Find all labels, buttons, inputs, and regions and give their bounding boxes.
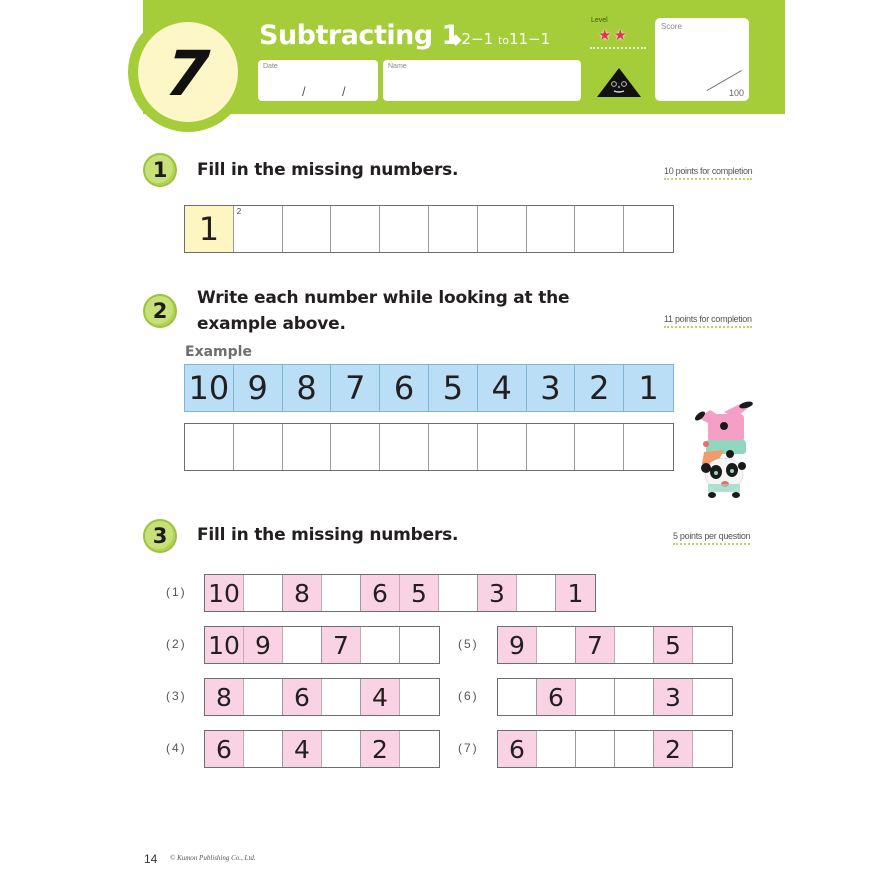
triangle-face-icon [595, 66, 643, 98]
worksheet-subtitle [450, 32, 550, 47]
practice-grid [184, 423, 674, 471]
answer-cell[interactable] [283, 627, 322, 663]
question-number-badge: 3 [143, 519, 177, 553]
answer-cell[interactable] [234, 424, 283, 470]
copyright-notice: © Kumon Publishing Co., Ltd. [170, 854, 256, 862]
given-cell: 1 [556, 575, 595, 611]
answer-cell[interactable] [615, 731, 654, 767]
example-cell: 7 [331, 365, 380, 411]
answer-cell[interactable] [693, 679, 732, 715]
answer-cell[interactable] [361, 627, 400, 663]
name-field[interactable] [383, 60, 581, 101]
given-cell: 6 [537, 679, 576, 715]
sequence-grid [497, 730, 733, 768]
given-cell: 5 [400, 575, 439, 611]
given-cell: 4 [361, 679, 400, 715]
given-cell: 8 [205, 679, 244, 715]
answer-cell[interactable] [624, 206, 673, 252]
given-cell: 8 [283, 575, 322, 611]
given-cell: 6 [283, 679, 322, 715]
given-cell: 3 [654, 679, 693, 715]
given-cell: 10 [205, 575, 244, 611]
answer-cell[interactable] [429, 206, 478, 252]
number-grid [184, 205, 674, 253]
answer-cell[interactable] [400, 627, 439, 663]
answer-cell[interactable] [624, 424, 673, 470]
question-label: (3) [166, 689, 187, 703]
answer-cell[interactable] [615, 627, 654, 663]
answer-cell[interactable] [322, 575, 361, 611]
example-cell: 5 [429, 365, 478, 411]
worksheet-title: Subtracting 1 [259, 20, 460, 51]
question-number-badge: 1 [143, 153, 177, 187]
question-label: (2) [166, 637, 187, 651]
question-instruction: Fill in the missing numbers. [197, 160, 459, 180]
given-cell: 4 [283, 731, 322, 767]
answer-cell[interactable] [527, 206, 576, 252]
answer-cell[interactable] [400, 731, 439, 767]
question-label: (4) [166, 741, 187, 755]
question-label: (1) [166, 585, 187, 599]
given-cell: 5 [654, 627, 693, 663]
answer-cell[interactable] [244, 679, 283, 715]
answer-cell[interactable] [615, 679, 654, 715]
answer-cell[interactable] [693, 627, 732, 663]
handstand-panda-illustration [690, 396, 756, 500]
answer-cell[interactable] [322, 731, 361, 767]
question-number-badge: 2 [143, 294, 177, 328]
example-cell: 1 [624, 365, 673, 411]
answer-cell[interactable] [537, 731, 576, 767]
date-label: Date [263, 63, 278, 70]
example-label: Example [185, 344, 252, 360]
answer-cell[interactable] [575, 424, 624, 470]
score-box[interactable] [655, 18, 749, 101]
given-cell: 2 [361, 731, 400, 767]
sequence-grid [204, 678, 440, 716]
given-cell: 3 [478, 575, 517, 611]
score-max: 100 [728, 88, 744, 98]
instruction-line: example above. [197, 314, 346, 334]
subtitle-to: to [497, 34, 510, 47]
answer-cell[interactable] [244, 575, 283, 611]
question-instruction: Fill in the missing numbers. [197, 525, 459, 545]
date-field[interactable] [258, 60, 378, 101]
given-cell: 9 [498, 627, 537, 663]
given-cell: 6 [205, 731, 244, 767]
hint-number: 2 [236, 207, 242, 216]
points-note: 11 points for completion [664, 314, 752, 328]
answer-cell[interactable] [244, 731, 283, 767]
date-separator: / [342, 84, 346, 99]
page-number: 14 [144, 852, 158, 866]
answer-cell[interactable] [517, 575, 556, 611]
given-cell: 7 [322, 627, 361, 663]
name-label: Name [388, 63, 407, 70]
sequence-grid [497, 626, 733, 664]
question-label: (7) [458, 741, 479, 755]
answer-cell[interactable] [439, 575, 478, 611]
date-separator: / [302, 84, 306, 99]
example-cell: 9 [234, 365, 283, 411]
answer-cell[interactable] [498, 679, 537, 715]
answer-cell[interactable] [429, 424, 478, 470]
example-cell: 10 [185, 365, 234, 411]
unit-badge [138, 22, 238, 122]
sequence-grid [204, 574, 596, 612]
answer-cell[interactable] [527, 424, 576, 470]
level-divider [590, 47, 646, 49]
answer-cell[interactable] [331, 206, 380, 252]
answer-cell[interactable] [185, 424, 234, 470]
given-cell: 7 [576, 627, 615, 663]
example-grid [184, 364, 674, 412]
answer-cell[interactable] [331, 424, 380, 470]
answer-cell[interactable] [576, 731, 615, 767]
example-cell: 8 [283, 365, 332, 411]
example-cell: 3 [527, 365, 576, 411]
subtitle-prefix: ◆2−1 [450, 30, 498, 48]
given-cell: 6 [361, 575, 400, 611]
answer-cell[interactable] [478, 424, 527, 470]
score-label: Score [661, 22, 682, 31]
unit-number: 7 [163, 37, 213, 110]
subtitle-suffix: 11−1 [509, 30, 551, 48]
instruction-line: Write each number while looking at the [197, 288, 570, 308]
given-cell: 6 [498, 731, 537, 767]
answer-cell[interactable] [693, 731, 732, 767]
level-stars [598, 28, 627, 43]
answer-cell[interactable] [478, 206, 527, 252]
answer-cell[interactable] [575, 206, 624, 252]
given-cell: 9 [244, 627, 283, 663]
answer-cell[interactable] [380, 424, 429, 470]
example-cell: 4 [478, 365, 527, 411]
answer-cell[interactable] [576, 679, 615, 715]
answer-cell[interactable] [322, 679, 361, 715]
answer-cell[interactable] [537, 627, 576, 663]
star-icon: ★ [598, 26, 612, 44]
answer-cell[interactable] [380, 206, 429, 252]
points-note: 10 points for completion [664, 166, 752, 180]
example-cell: 2 [575, 365, 624, 411]
sequence-grid [204, 730, 440, 768]
star-icon: ★ [613, 26, 627, 44]
given-cell: 10 [205, 627, 244, 663]
given-cell: 2 [654, 731, 693, 767]
grid-cell [185, 206, 234, 252]
sequence-grid [497, 678, 733, 716]
cell-value: 1 [198, 210, 220, 248]
answer-cell[interactable] [234, 206, 283, 252]
points-note: 5 points per question [673, 531, 750, 545]
sequence-grid [204, 626, 440, 664]
level-label: Level [591, 17, 608, 24]
question-label: (6) [458, 689, 479, 703]
question-label: (5) [458, 637, 479, 651]
example-cell: 6 [380, 365, 429, 411]
answer-cell[interactable] [283, 424, 332, 470]
answer-cell[interactable] [283, 206, 332, 252]
answer-cell[interactable] [400, 679, 439, 715]
question-instruction [197, 285, 569, 337]
